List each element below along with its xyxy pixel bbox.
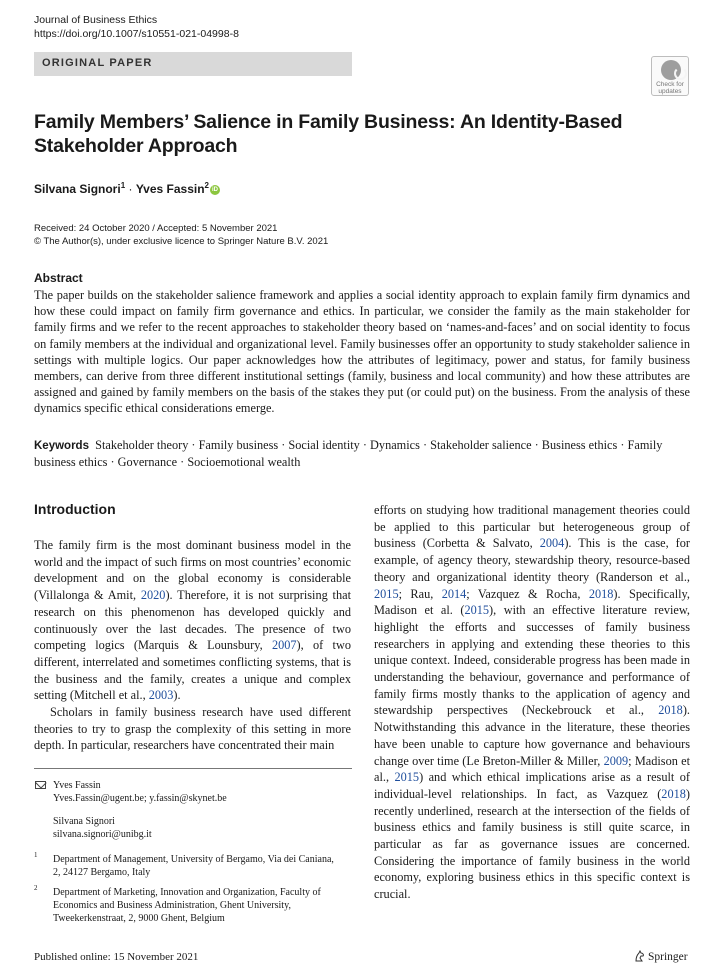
body-text-run: ) recently underlined, research at the intersection of the fields of business ethics and family business is still quite scarce, in particular as far as governance issues are concerned. Considering the importance of family business in the world economy, exploring business ethics in this specific context is crucial. bbox=[374, 786, 690, 902]
body-text-run: ) and which ethical implications arise as a result of individual-level relationships. In fact, as Vazquez ( bbox=[374, 770, 690, 801]
doi-link[interactable]: https://doi.org/10.1007/s10551-021-04998-8 bbox=[34, 28, 239, 40]
citation-link[interactable]: 2015 bbox=[374, 586, 399, 601]
citation-link[interactable]: 2003 bbox=[148, 688, 174, 703]
paper-type-banner bbox=[34, 52, 352, 76]
body-text-run: ). This is the case, for example, of agency theory, stewardship theory, resource-based theory and organizational identity theory (Randerson et al., bbox=[374, 536, 691, 584]
citation-link[interactable]: 2015 bbox=[394, 770, 420, 785]
body-paragraph bbox=[34, 537, 351, 704]
citation-link[interactable]: 2009 bbox=[603, 753, 629, 768]
body-text-run: ). bbox=[173, 688, 181, 703]
body-text-run: Villalonga & Amit, bbox=[38, 588, 141, 603]
author-name[interactable]: Yves Fassin bbox=[135, 182, 205, 196]
body-text-run: ). Therefore, it is not surprising that research on this phenomenon has developed quickly and continuously over the last decades. The presence of two competing logics (Marquis & Lounsbury, bbox=[34, 588, 351, 653]
paper-type-label: ORIGINAL PAPER bbox=[42, 57, 153, 69]
body-text-run: The family firm is the most dominant business model in the world and the impact of such firms on most countries’ economic development and on the global economy is considerable ( bbox=[34, 538, 351, 603]
body-paragraph: Scholars in family business research have used different theories to try to grasp the complexity of this setting in more depth. In particular, researchers have concentrated their main bbox=[34, 705, 351, 753]
published-online: Published online: 15 November 2021 bbox=[34, 951, 199, 963]
citation-link[interactable]: 2007 bbox=[271, 638, 297, 653]
abstract-heading: Abstract bbox=[34, 271, 83, 285]
author-affil-mark: 1 bbox=[120, 181, 126, 190]
mail-icon bbox=[35, 781, 46, 789]
keywords bbox=[34, 437, 690, 470]
publisher-logo bbox=[634, 950, 688, 963]
footnote-divider bbox=[34, 768, 352, 769]
keywords-label: Keywords bbox=[34, 440, 89, 452]
citation-link[interactable]: 2018 bbox=[588, 586, 614, 601]
body-text-run: ). Notwithstanding this advance in the literature, these theories have been unable to capture how governance and behaviours change over time (Le Breton-Miller & Miller, bbox=[374, 703, 690, 768]
affiliation: Department of Management, University of Bergamo, Via dei Caniana, 2, 24127 Bergamo, Italy bbox=[53, 854, 334, 878]
springer-horse-icon bbox=[634, 950, 645, 962]
body-text-run: ; Madison et al., bbox=[374, 753, 690, 785]
publisher-name: Springer bbox=[648, 951, 688, 963]
body-text-run: ; Rau, bbox=[398, 586, 442, 601]
correspondence-block bbox=[53, 779, 227, 841]
citation-link[interactable]: 2018 bbox=[658, 703, 683, 718]
citation-link[interactable]: 2015 bbox=[464, 603, 490, 618]
check-updates-line2: updates bbox=[658, 88, 682, 95]
copyright-line: © The Author(s), under exclusive licence to Springer Nature B.V. 2021 bbox=[34, 236, 329, 247]
journal-name: Journal of Business Ethics bbox=[34, 14, 158, 26]
affiliation-number: 2 bbox=[34, 884, 38, 892]
check-updates-icon bbox=[661, 60, 681, 80]
received-dates: Received: 24 October 2020 / Accepted: 5 November 2021 bbox=[34, 223, 278, 234]
check-for-updates-badge[interactable] bbox=[651, 56, 689, 96]
author-separator: · bbox=[125, 182, 136, 196]
coauthor-email[interactable]: silvana.signori@unibg.it bbox=[53, 829, 152, 840]
corresponding-author-name: Yves Fassin bbox=[53, 780, 101, 791]
author-list bbox=[34, 181, 220, 196]
body-text-run: efforts on studying how traditional management theories could be applied to this particular but heterogeneous group of business (Corbetta & Salvato, bbox=[374, 503, 690, 551]
coauthor-name: Silvana Signori bbox=[53, 816, 115, 827]
author-affil-mark: 2 bbox=[204, 181, 209, 190]
corresponding-author-email[interactable]: Yves.Fassin@ugent.be; y.fassin@skynet.be bbox=[53, 793, 227, 804]
introduction-heading: Introduction bbox=[34, 501, 116, 517]
citation-link[interactable]: 2020 bbox=[140, 588, 166, 603]
body-text-run: ), with an effective literature review, highlight the efforts and successes of family business researchers in applying and extending these theories to this unique context. Indeed, considerable progress has been made in understanding the behaviour, governance and performance of family firms mostly thanks to the application of agency and stewardship perspectives (Neckebrouck et al., bbox=[374, 603, 691, 718]
citation-link[interactable]: 2018 bbox=[661, 786, 686, 801]
affiliation: Department of Marketing, Innovation and Organization, Faculty of Economics and Business Administration, Ghent University, Tweekerkenstraat, 2, 9000 Ghent, Belgium bbox=[53, 887, 321, 924]
body-column-left bbox=[34, 537, 351, 754]
check-updates-line1: Check for bbox=[656, 81, 684, 88]
body-text-run: ). Specifically, Madison et al. ( bbox=[374, 586, 690, 618]
body-text-run: ; Vazquez & Rocha, bbox=[466, 586, 589, 601]
keywords-list: Stakeholder theory · Family business · Social identity · Dynamics · Stakeholder salience · Business ethics · Family business ethics · Governance · Socioemotional wealth bbox=[34, 438, 663, 470]
body-text-run: ), of two different, interrelated and sometimes conflicting systems, that is the business and the family, creates a unique and complex setting (Mitchell et al., bbox=[34, 638, 351, 703]
paper-title: Family Members’ Salience in Family Business: An Identity-Based Stakeholder Approach bbox=[34, 111, 623, 157]
body-paragraph bbox=[374, 502, 690, 903]
author-name[interactable]: Silvana Signori bbox=[34, 182, 121, 196]
citation-link[interactable]: 2004 bbox=[539, 536, 565, 551]
body-column-right bbox=[374, 502, 690, 903]
orcid-icon[interactable]: iD bbox=[212, 187, 218, 193]
abstract-text: The paper builds on the stakeholder salience framework and applies a social identity approach to explain family firm dynamics and how these could impact on family firm governance and ethics. In particular, we consider the family as the main stakeholder for family firms and we refer to the recent approaches to stakeholder theory based on ‘names-and-faces’ and on social identity to focus on family members at the individual and organizational level. Family businesses offer an opportunity to study stakeholder salience in settings with multiple logics. Our paper acknowledges how the attributes of legitimacy, power and status, for family business members, can derive from three different institutional settings (family, business and local community) and how these attributes are assigned and gained by family members on the basis of the stakes they put (or could put) on the business. From the analysis of these dynamics specific ethical considerations emerge. bbox=[34, 288, 690, 416]
citation-link[interactable]: 2014 bbox=[441, 586, 467, 601]
affiliation-number: 1 bbox=[34, 851, 38, 859]
